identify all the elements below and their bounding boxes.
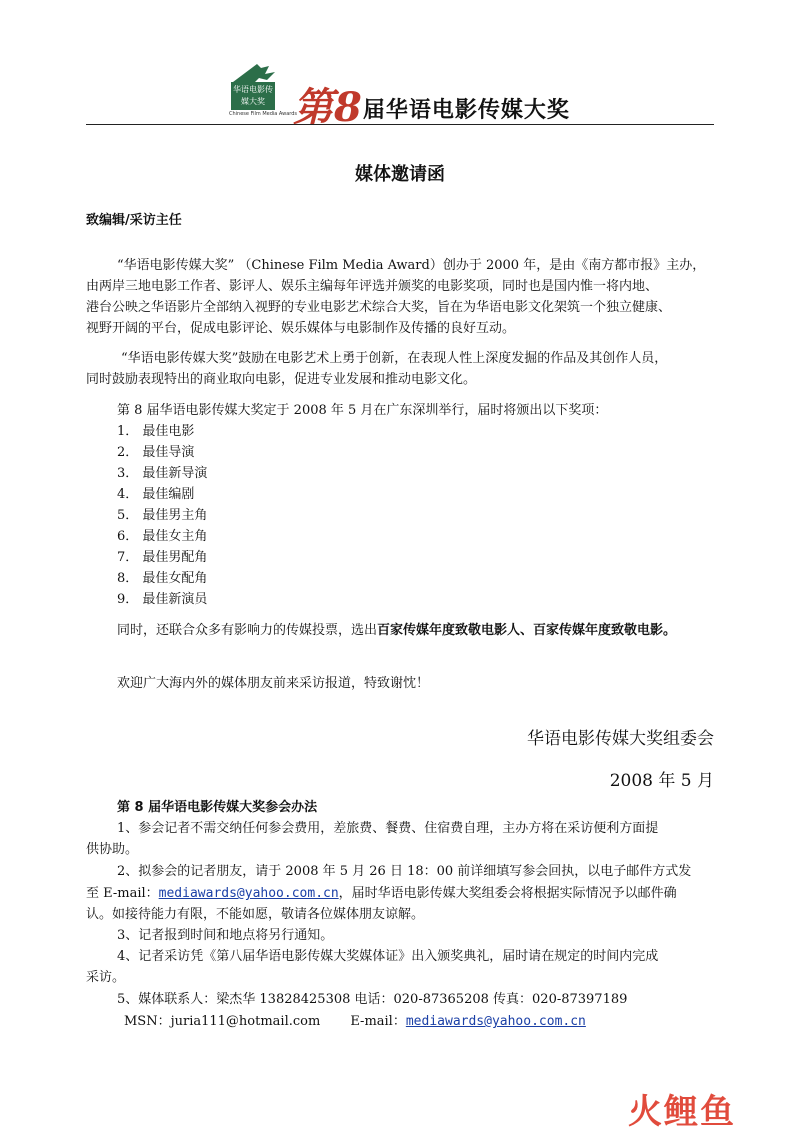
logo-caption: Chinese Film Media Awards (229, 111, 298, 117)
rule-2-text: ，届时华语电影传媒大奖组委会将根据实际情况予以邮件确 (338, 886, 677, 901)
rule-4-line-1: 4、记者采访凭《第八届华语电影传媒大奖媒体证》出入颁奖典礼，届时请在规定的时间内完成 (117, 949, 659, 964)
p3: 第 8 届华语电影传媒大奖定于 2008 年 5 月在广东深圳举行，届时将颁出以下奖项： (117, 403, 608, 418)
p1-line-2: 由两岸三地电影工作者、影评人、娱乐主编每年评选并颁奖的电影奖项，同时也是国内惟一将内地、 (86, 279, 659, 294)
rule-2-line-1: 2、拟参会的记者朋友，请于 2008 年 5 月 26 日 18：00 前详细填写参会回执，以电子邮件方式发 (117, 864, 692, 879)
award-item: 8． 最佳女配角 (117, 571, 208, 586)
p5: 欢迎广大海内外的媒体朋友前来采访报道，特致谢忱！ (117, 676, 430, 691)
header-title-number: 第8 (293, 84, 363, 131)
rules-heading: 第 8 届华语电影传媒大奖参会办法 (117, 800, 318, 815)
email-label: E-mail： (350, 1014, 406, 1029)
email-link[interactable]: mediawards@yahoo.com.cn (158, 886, 339, 901)
p2-line-1: “华语电影传媒大奖”鼓励在电影艺术上勇于创新，在表现人性上深度发掘的作品及其创作人员， (121, 351, 668, 366)
msn-contact: MSN：juria111@hotmail.com (124, 1014, 321, 1029)
p4 (117, 620, 676, 641)
p2-line-2: 同时鼓励表现特出的商业取向电影，促进专业发展和推动电影文化。 (86, 372, 477, 387)
p1-line-4: 视野开阔的平台，促成电影评论、娱乐媒体与电影制作及传播的良好互动。 (86, 321, 516, 336)
p1-line-1: “华语电影传媒大奖” （Chinese Film Media Award）创办于 2000 年，是由《南方都市报》主办， (117, 258, 706, 273)
rule-3: 3、记者报到时间和地点将另行通知。 (117, 928, 334, 943)
salutation: 致编辑/采访主任 (86, 213, 182, 228)
awards-list (117, 421, 207, 610)
award-item: 2． 最佳导演 (117, 445, 195, 460)
p4-bold-text: 百家传媒年度致敬电影人、百家传媒年度致敬电影。 (377, 623, 677, 638)
logo-text: 华语电影传媒大奖 (231, 84, 275, 110)
p1-line-3: 港台公映之华语影片全部纳入视野的专业电影艺术综合大奖，旨在为华语电影文化架筑一个独立健康、 (86, 300, 672, 315)
rule-4-line-2: 采访。 (86, 970, 126, 985)
award-item: 5． 最佳男主角 (117, 508, 208, 523)
award-item: 1． 最佳电影 (117, 424, 195, 439)
email-link-2[interactable]: mediawards@yahoo.com.cn (405, 1014, 586, 1029)
rule-1-line-1: 1、参会记者不需交纳任何参会费用，差旅费、餐费、住宿费自理，主办方将在采访便利方面提 (117, 821, 659, 836)
award-item: 7． 最佳男配角 (117, 550, 208, 565)
award-item: 4． 最佳编剧 (117, 487, 195, 502)
contact-line (124, 1011, 586, 1032)
award-item: 9． 最佳新演员 (117, 592, 208, 607)
award-item: 3． 最佳新导演 (117, 466, 208, 481)
document-title: 媒体邀请函 (355, 164, 445, 185)
header-divider (86, 124, 714, 125)
award-item: 6． 最佳女主角 (117, 529, 208, 544)
rule-2-line-2 (86, 883, 677, 904)
header-title-text: 届华语电影传媒大奖 (362, 98, 570, 123)
signature-date: 2008 年 5 月 (609, 771, 714, 791)
award-logo (229, 62, 298, 118)
watermark-logo: 火鲤鱼 (628, 1092, 736, 1132)
rule-2-line-3: 认。如接待能力有限，不能如愿，敬请各位媒体朋友谅解。 (86, 907, 425, 922)
signature-org: 华语电影传媒大奖组委会 (527, 729, 714, 749)
rule-1-line-2: 供协助。 (86, 842, 139, 857)
rule-2-email-label: 至 E-mail： (86, 886, 159, 901)
rule-5: 5、媒体联系人：梁杰华 13828425308 电话：020-87365208 传真：020-87397189 (117, 992, 628, 1007)
p4-text: 同时，还联合众多有影响力的传媒投票，选出 (117, 623, 378, 638)
